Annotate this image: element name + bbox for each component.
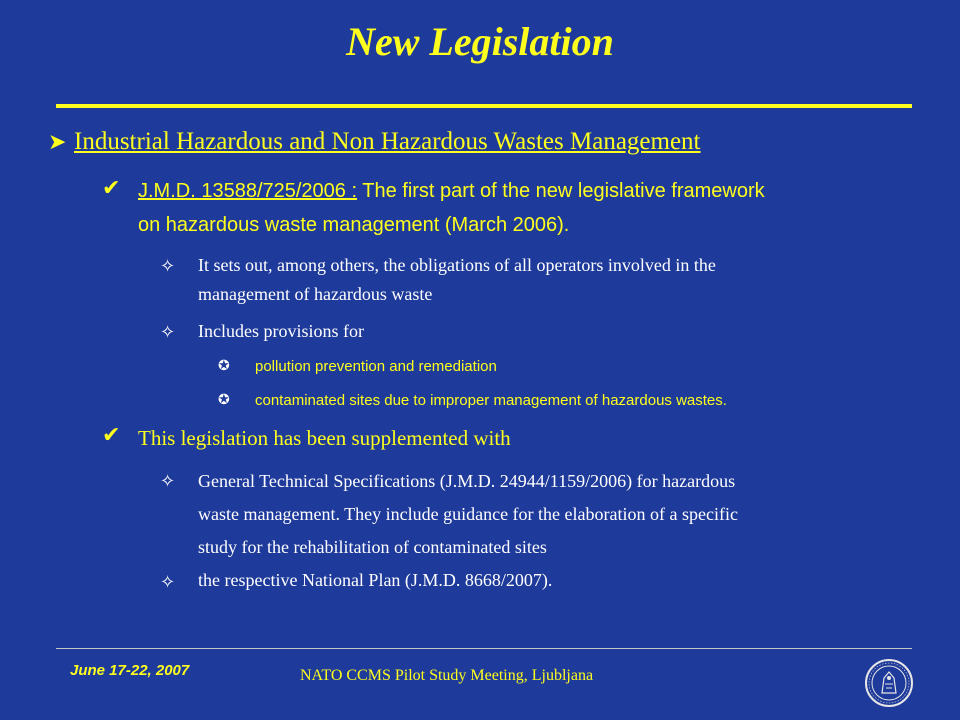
footer-date: June 17-22, 2007 [70,662,190,679]
sub-bullet-line2: management of hazardous waste [198,284,433,304]
sub-bullet-technical-specs [198,465,933,564]
sub-bullet-line3: study for the rehabilitation of contaminated sites [198,537,547,557]
sub-bullet-line1: General Technical Specifications (J.M.D. 24944/1159/2006) for hazardous [198,471,736,491]
university-seal-icon [864,658,914,708]
diamond-bullet-icon: ✧ [160,322,176,342]
checkmark-icon: ✔ [102,175,121,200]
footer-divider [56,648,912,649]
bullet-jmd-13588 [138,174,928,242]
diamond-bullet-icon: ✧ [160,256,176,276]
bullet-text-line1: The first part of the new legislative framework [357,180,765,202]
section-heading-text: Industrial Hazardous and Non Hazardous Wastes Management [74,128,701,155]
star-bullet-icon: ✪ [218,393,230,408]
footer-meeting: NATO CCMS Pilot Study Meeting, Ljubljana [300,667,594,684]
bullet-supplemented: This legislation has been supplemented with [138,426,511,450]
sub-bullet-line1: It sets out, among others, the obligations of all operators involved in the [198,255,716,275]
checkmark-icon: ✔ [102,422,121,447]
arrow-bullet-icon: ➤ [48,129,67,154]
sub-bullet-provisions: Includes provisions for [198,321,364,341]
star-bullet-icon: ✪ [218,359,230,374]
bullet-text-line2: on hazardous waste management (March 2006). [138,214,570,236]
jmd-reference: J.M.D. 13588/725/2006 : [138,180,358,202]
diamond-bullet-icon: ✧ [160,572,176,592]
title-divider [56,104,912,108]
sub-bullet-obligations [198,251,928,309]
provision-item: pollution prevention and remediation [255,358,497,375]
slide-title: New Legislation [346,19,614,64]
provision-item: contaminated sites due to improper management of hazardous wastes. [255,392,727,409]
diamond-bullet-icon: ✧ [160,471,176,491]
sub-bullet-national-plan: the respective National Plan (J.M.D. 8668/2007). [198,570,553,590]
sub-bullet-line2: waste management. They include guidance for the elaboration of a specific [198,504,738,524]
